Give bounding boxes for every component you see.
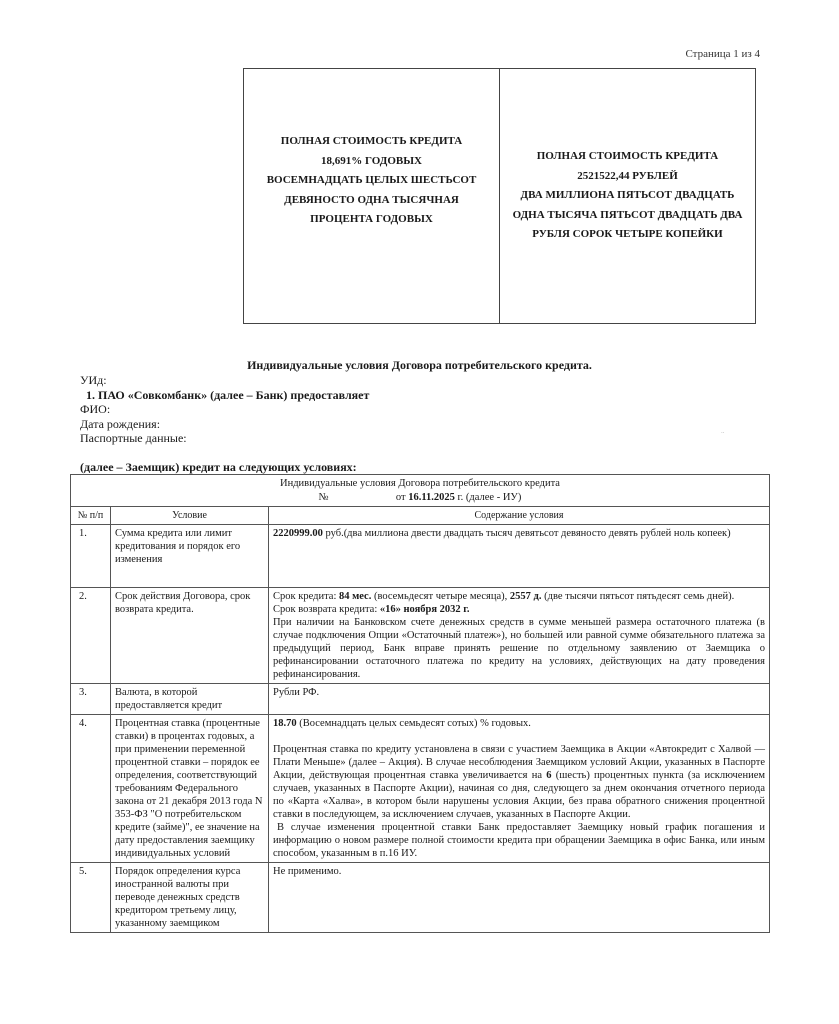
cost-percent-line: ПОЛНАЯ СТОИМОСТЬ КРЕДИТА <box>280 135 463 148</box>
cost-amount-line: ОДНА ТЫСЯЧА ПЯТЬСОТ ДВАДЦАТЬ ДВА <box>512 208 743 221</box>
table-row: 2. Срок действия Договора, срок возврата кредита. Срок кредита: 84 мес. (восемьдесят четыре месяца), 2557 д. (две тысячи пятьсот пятьдесят семь дней). Срок возврата кредита: «16» ноября 2032 г. При наличии на Банковском счете денежных средств в сумме меньшей размера остаточного платежа (в случае подключения Опции «Остаточный платеж»), но большей или равной сумме обязательного платежа за предыдущий период, Банк вправе принять решение по отдельному заявлению от Заемщика о рефинансировании остаточного платежа по кредиту на условиях, действующих на дату проведения рефинансирования. <box>71 588 770 684</box>
condition-cell: Срок действия Договора, срок возврата кредита. <box>111 588 269 684</box>
table-header <box>71 475 770 507</box>
col-content: Содержание условия <box>269 507 770 525</box>
passport-label: Паспортные данные: <box>80 431 187 445</box>
table-row: 4. Процентная ставка (процентные ставки) в процентах годовых, а при применении переменной процентной ставки – порядок ее определения, соответствующий требованиям Федерального закона от 21 декабря 2013 года N 353-ФЗ "О потребительском кредите (займе)", ее значение на дату предоставления заемщику индивидуальных условий 18.70 (Восемнадцать целых семьдесят сотых) % годовых. Процентная ставка по кредиту установлена в связи с участием Заемщика в Акции «Автокредит с Халвой — Плати Меньше» (далее – Акция). В случае несоблюдения Заемщиком условий Акции, указанных в Паспорте Акции, действующая процентная ставка увеличивается на 6 (шесть) процентных пункта (за исключением случаев, указанных в Паспорте Акции), начиная со дня, следующего за днем окончания отчетного периода по «Карта «Халва», в котором были нарушены условия Акции, без права обратного снижения процентной ставки в последующем, за исключением случаев, указанных в Паспорте Акции. В случае изменения процентной ставки Банк предоставляет Заемщику новый график погашения и информацию о новом размере полной стоимости кредита при обращении Заемщика в офис Банка, или иным способом, указанным в п.16 ИУ. <box>71 715 770 863</box>
condition-cell: Порядок определения курса иностранной валюты при переводе денежных средств кредитором третьему лицу, указанному заемщиком <box>111 863 269 933</box>
page-indicator: Страница 1 из 4 <box>685 48 760 60</box>
cost-amount-line: 2521522,44 РУБЛЕЙ <box>577 169 678 182</box>
stray-mark: .. <box>721 427 725 435</box>
condition-cell: Сумма кредита или лимит кредитования и порядок его изменения <box>111 525 269 588</box>
content-cell: Не применимо. <box>269 863 770 933</box>
condition-cell: Процентная ставка (процентные ставки) в процентах годовых, а при применении переменной процентной ставки – порядок ее определения, соответствующий требованиям Федерального закона от 21 декабря 2013 года N 353-ФЗ "О потребительском кредите (займе)", ее значение на дату предоставления заемщику индивидуальных условий <box>111 715 269 863</box>
full-cost-percent <box>244 69 500 323</box>
table-row: 5. Порядок определения курса иностранной валюты при переводе денежных средств кредитором третьему лицу, указанному заемщиком Не применимо. <box>71 863 770 933</box>
content-cell: Срок кредита: 84 мес. (восемьдесят четыре месяца), 2557 д. (две тысячи пятьсот пятьдесят семь дней). Срок возврата кредита: «16» ноября 2032 г. При наличии на Банковском счете денежных средств в сумме меньшей размера остаточного платежа (в случае подключения Опции «Остаточный платеж»), но большей или равной сумме обязательного платежа за предыдущий период, Банк вправе принять решение по отдельному заявлению от Заемщика о рефинансировании остаточного платежа по кредиту на условиях, действующих на дату проведения рефинансирования. <box>269 588 770 684</box>
table-subtitle: № от 16.11.2025 г. (далее - ИУ) <box>318 491 522 503</box>
table-title: Индивидуальные условия Договора потребительского кредита <box>280 478 560 489</box>
cost-percent-line: 18,691% ГОДОВЫХ <box>321 154 422 167</box>
content-cell: 18.70 (Восемнадцать целых семьдесят сотых) % годовых. Процентная ставка по кредиту установлена в связи с участием Заемщика в Акции «Автокредит с Халвой — Плати Меньше» (далее – Акция). В случае несоблюдения Заемщиком условий Акции, указанных в Паспорте Акции, действующая процентная ставка увеличивается на 6 (шесть) процентных пункта (за исключением случаев, указанных в Паспорте Акции), начиная со дня, следующего за днем окончания отчетного периода по «Карта «Халва», в котором были нарушены условия Акции, без права обратного снижения процентной ставки в последующем, за исключением случаев, указанных в Паспорте Акции. В случае изменения процентной ставки Банк предоставляет Заемщику новый график погашения и информацию о новом размере полной стоимости кредита при обращении Заемщика в офис Банка, или иным способом, указанным в п.16 ИУ. <box>269 715 770 863</box>
cost-percent-line: ВОСЕМНАДЦАТЬ ЦЕЛЫХ ШЕСТЬСОТ <box>266 174 477 187</box>
conditions-table <box>70 474 770 933</box>
condition-cell: Валюта, в которой предоставляется кредит <box>111 684 269 715</box>
document-title: Индивидуальные условия Договора потребительского кредита. <box>247 358 592 372</box>
uid-label: УИд: <box>80 373 107 387</box>
full-cost-box <box>243 68 756 324</box>
cost-amount-line: ПОЛНАЯ СТОИМОСТЬ КРЕДИТА <box>536 150 719 163</box>
table-row: 1. Сумма кредита или лимит кредитования и порядок его изменения 2220999.00 руб.(два миллиона двести двадцать тысяч девятьсот девяносто девять рублей ноль копеек) <box>71 525 770 588</box>
contract-date: 16.11.2025 <box>408 491 455 503</box>
lead-text: (далее – Заемщик) кредит на следующих условиях: <box>80 460 357 474</box>
fio-label: ФИО: <box>80 402 111 416</box>
col-condition: Условие <box>111 507 269 525</box>
table-row: 3. Валюта, в которой предоставляется кредит Рубли РФ. <box>71 684 770 715</box>
cost-percent-line: ДЕВЯНОСТО ОДНА ТЫСЯЧНАЯ <box>284 193 459 206</box>
col-number: № п/п <box>71 507 111 525</box>
cost-amount-line: ДВА МИЛЛИОНА ПЯТЬСОТ ДВАДЦАТЬ <box>520 189 735 202</box>
bank-line: 1. ПАО «Совкомбанк» (далее – Банк) предоставляет <box>86 387 370 402</box>
birth-date-label: Дата рождения: <box>80 416 161 431</box>
borrower-info <box>80 373 369 446</box>
content-cell: Рубли РФ. <box>269 684 770 715</box>
column-headers <box>71 507 770 525</box>
cost-amount-line: РУБЛЯ СОРОК ЧЕТЫРЕ КОПЕЙКИ <box>532 228 723 241</box>
content-cell: 2220999.00 руб.(два миллиона двести двадцать тысяч девятьсот девяносто девять рублей ноль копеек) <box>269 525 770 588</box>
full-cost-amount <box>500 69 755 323</box>
cost-percent-line: ПРОЦЕНТА ГОДОВЫХ <box>310 213 433 226</box>
